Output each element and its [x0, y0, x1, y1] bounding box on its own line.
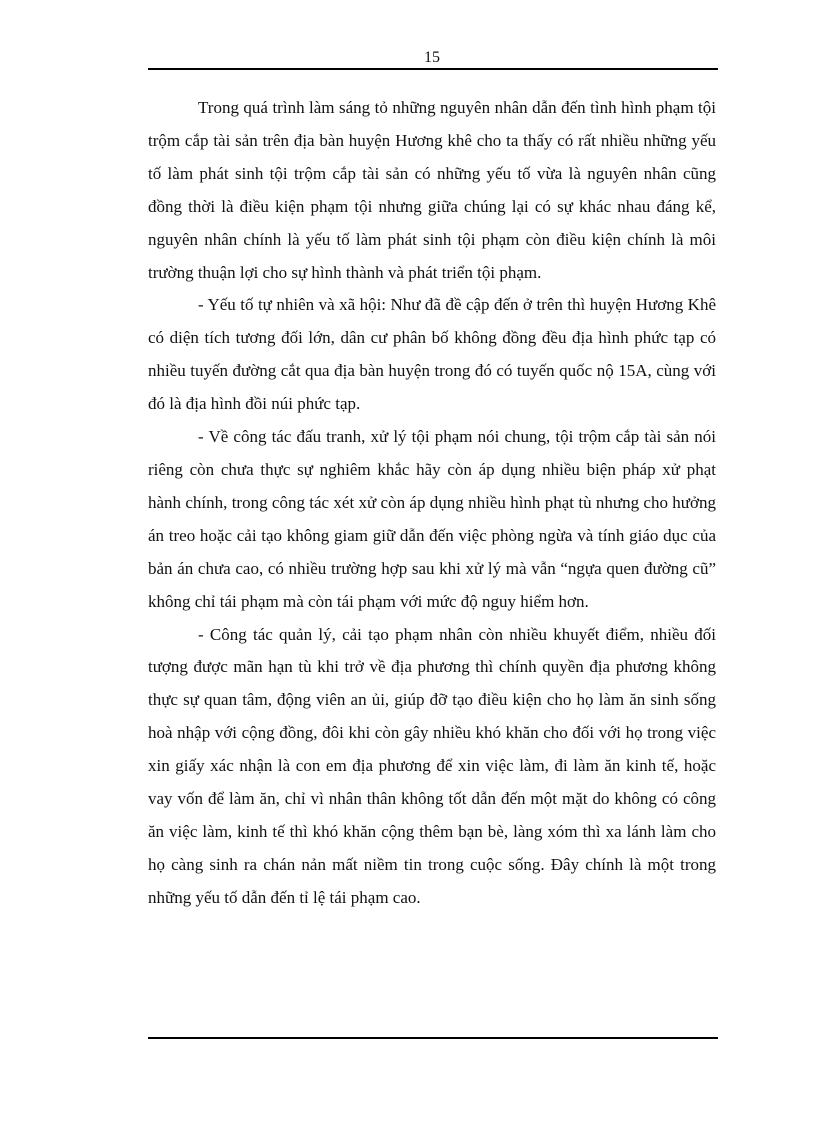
paragraph-crime-handling: - Về công tác đấu tranh, xử lý tội phạm nói chung, tội trộm cắp tài sản nói riêng còn chưa thực sự nghiêm khắc hãy còn áp dụng nhiều biện pháp xử phạt hành chính, trong công tác xét xử còn áp dụng nhiều hình phạt tù nhưng cho hưởng án treo hoặc cải tạo không giam giữ dẫn đến việc phòng ngừa và tính giáo dục của bản án chưa cao, có nhiều trường hợp sau khi xử lý mà vẫn “ngựa quen đường cũ” không chỉ tái phạm mà còn tái phạm với mức độ nguy hiểm hơn.: [148, 427, 716, 611]
header-divider: [148, 68, 718, 70]
paragraph-causes-overview: Trong quá trình làm sáng tỏ những nguyên nhân dẫn đến tình hình phạm tội trộm cắp tài sản trên địa bàn huyện Hương khê cho ta thấy có rất nhiều những yếu tố làm phát sinh tội trộm cắp tài sản có những yếu tố vừa là nguyên nhân cũng đồng thời là điều kiện phạm tội nhưng giữa chúng lại có sự khác nhau đáng kể, nguyên nhân chính là yếu tố làm phát sinh tội phạm còn điều kiện chính là môi trường thuận lợi cho sự hình thành và phát triển tội phạm.: [148, 98, 716, 282]
paragraph-inmate-management: - Công tác quản lý, cải tạo phạm nhân còn nhiều khuyết điểm, nhiều đối tượng được mãn hạn tù khi trở về địa phương thì chính quyền địa phương không thực sự quan tâm, động viên an ủi, giúp đỡ tạo điều kiện cho họ làm ăn sinh sống hoà nhập với cộng đồng, đôi khi còn gây nhiều khó khăn cho đối với họ trong việc xin giấy xác nhận là con em địa phương để xin việc làm, đi làm ăn kinh tế, hoặc vay vốn để làm ăn, chỉ vì nhân thân không tốt dẫn đến một mặt do không có công ăn việc làm, kinh tế thì khó khăn cộng thêm bạn bè, làng xóm thì xa lánh làm cho họ càng sinh ra chán nản mất niềm tin trong cuộc sống. Đây chính là một trong những yếu tố dẫn đến tỉ lệ tái phạm cao.: [148, 624, 716, 907]
paragraph-natural-social-factors: - Yếu tố tự nhiên và xã hội: Như đã đề cập đến ở trên thì huyện Hương Khê có diện tích tương đối lớn, dân cư phân bố không đồng đều địa hình phức tạp có nhiều tuyến đường cắt qua địa bàn huyện trong đó có tuyến quốc nộ 15A, cùng với đó là địa hình đồi núi phức tạp.: [148, 295, 716, 414]
document-body: [148, 92, 716, 915]
footer-divider: [148, 1037, 718, 1039]
page-number: 15: [424, 49, 440, 66]
